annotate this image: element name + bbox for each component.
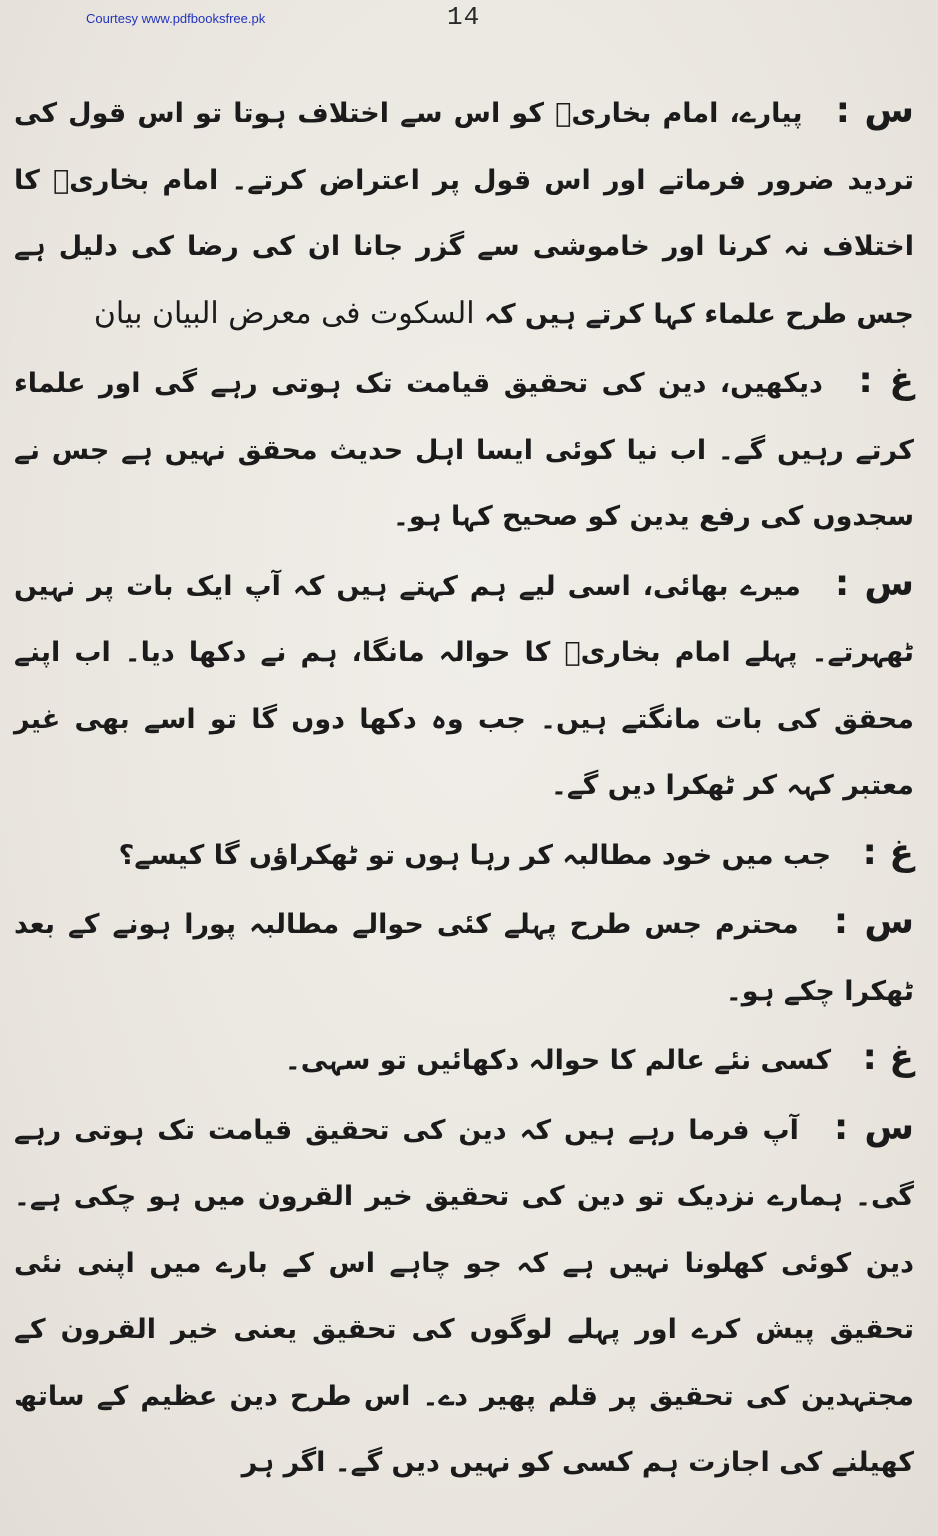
dialogue-2 [14,348,914,551]
dialogue-text: محترم جس طرح پہلے کئی حوالے مطالبہ پورا ہونے کے بعد ٹھکرا چکے ہو۔ [14,909,914,1007]
dialogue-text: دیکھیں، دین کی تحقیق قیامت تک ہوتی رہے گی اور علماء کرتے رہیں گے۔ اب نیا کوئی ایسا اہل حدیث محقق نہیں ہے جس نے سجدوں کی رفع یدین کو صحیح کہا ہو۔ [14,368,914,532]
dialogue-text: میرے بھائی، اسی لیے ہم کہتے ہیں کہ آپ ایک بات پر نہیں ٹھہرتے۔ پہلے امام بخاریؒ کا حوالہ مانگا، ہم نے دکھا دیا۔ اب اپنے محقق کی بات مانگتے ہیں۔ جب وہ دکھا دوں گا تو اسے بھی غیر معتبر کہہ کر ٹھکرا دیں گے۔ [14,570,914,801]
dialogue-text: کسی نئے عالم کا حوالہ دکھائیں تو سہی۔ [284,1045,832,1076]
dialogue-4 [14,820,914,890]
dialogue-3 [14,551,914,820]
speaker-label: س : [835,90,914,131]
dialogue-text: آپ فرما رہے ہیں کہ دین کی تحقیق قیامت تک ہوتی رہے گی۔ ہمارے نزدیک تو دین کی تحقیق خیر القرون میں ہو چکی ہے۔ دین کوئی کھلونا نہیں ہے کہ جو چاہے اس کے بارے میں اپنی نئی تحقیق پیش کرے اور پہلے لوگوں کی تحقیق یعنی خیر القرون کے مجتہدین کی تحقیق پر قلم پھیر دے۔ اس طرح دین عظیم کے ساتھ کھیلنے کی اجازت ہم کسی کو نہیں دیں گے۔ اگر ہر [14,1114,914,1478]
dialogue-text: جب میں خود مطالبہ کر رہا ہوں تو ٹھکراؤں گا کیسے؟ [118,839,832,871]
speaker-label: غ : [858,360,914,401]
dialogue-7 [14,1095,914,1497]
courtesy-link[interactable]: Courtesy www.pdfbooksfree.pk [86,11,266,26]
arabic-quote: السکوت فی معرض البیان بیان [93,295,475,331]
speaker-label: غ : [862,1037,914,1078]
dialogue-content [14,78,914,1497]
dialogue-1 [14,78,914,348]
page-number: 14 [447,2,481,32]
speaker-label: س : [834,562,914,604]
dialogue-6 [14,1025,914,1095]
speaker-label: غ : [862,831,914,873]
dialogue-text: پیارے، امام بخاریؒ کو اس سے اختلاف ہوتا تو اس قول کی تردید ضرور فرماتے اور اس قول پر اعتراض کرتے۔ امام بخاریؒ کا اختلاف نہ کرنا اور خاموشی سے گزر جانا ان کی رضا کی دلیل ہے جس طرح علماء کہا کرتے ہیں کہ [14,98,914,330]
speaker-label: س : [833,1106,915,1148]
speaker-label: س : [833,901,914,942]
dialogue-5 [14,889,914,1025]
